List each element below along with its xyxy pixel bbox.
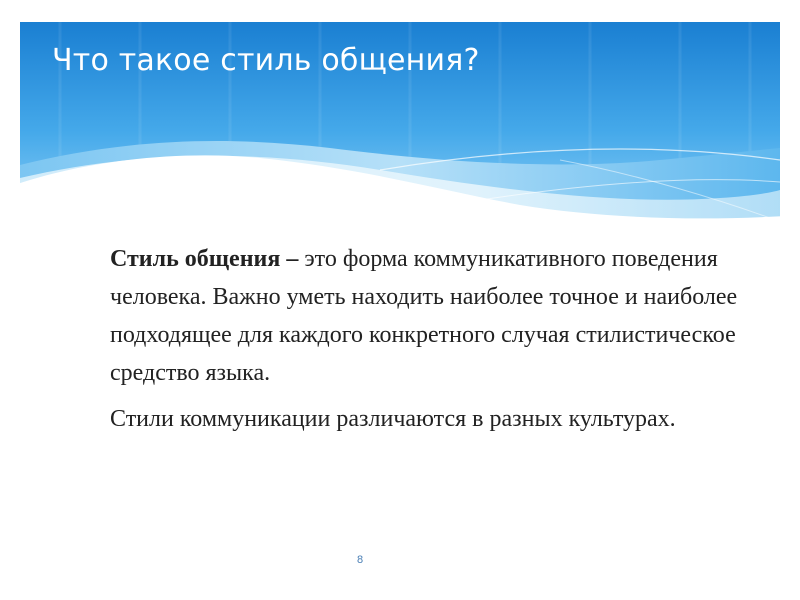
definition-text: это форма коммуникативного поведения человека. Важно уметь находить наиболее точное и наиболее подходящее для каждого конкретного случая стилистическое средство языка. bbox=[110, 246, 738, 386]
paragraph-cultures bbox=[110, 400, 750, 438]
slide-body bbox=[110, 240, 750, 446]
header-wave-background bbox=[0, 0, 800, 240]
paragraph-definition bbox=[110, 240, 750, 392]
page-number: 8 bbox=[356, 554, 364, 566]
cultures-text: Стили коммуникации различаются в разных культурах. bbox=[110, 406, 676, 432]
definition-term: Стиль общения – bbox=[110, 246, 299, 272]
slide-title: Что такое стиль общения? bbox=[52, 43, 480, 78]
